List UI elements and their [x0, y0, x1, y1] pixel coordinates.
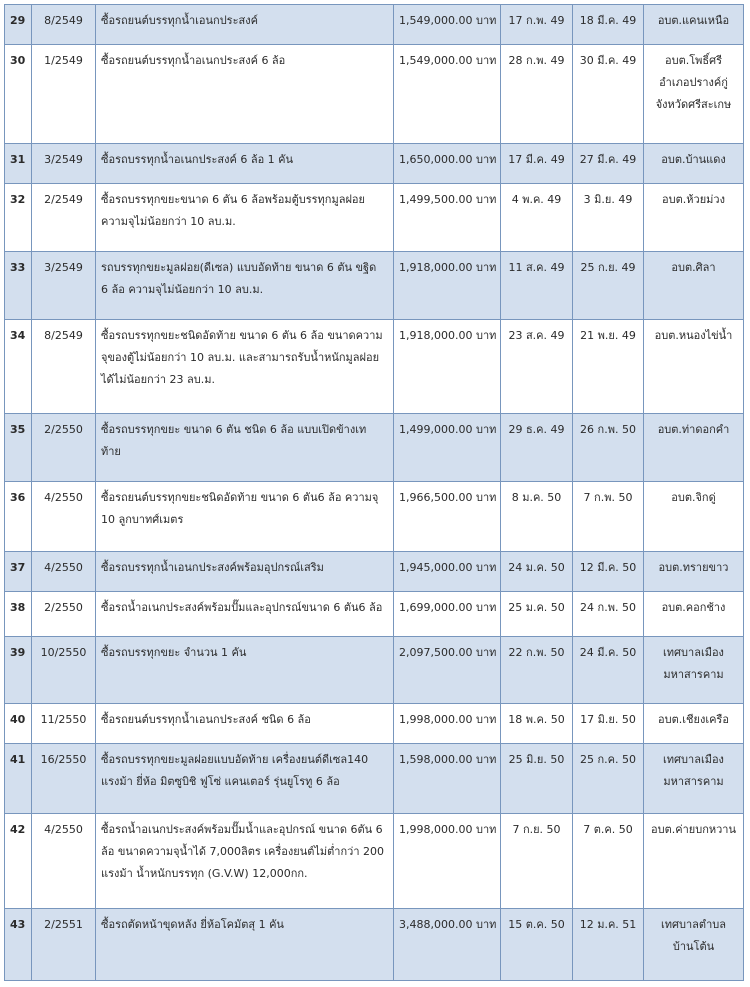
- amount-cell: 1,998,000.00 บาท: [394, 814, 501, 909]
- description-line: จุของตู้ไม่น้อยกว่า 10 ลบ.ม. และสามารถรับน้ำหนักมูลฝอย: [101, 351, 380, 364]
- agency-cell: [644, 414, 744, 482]
- description-line: ซื้อรถตัดหน้าขุดหลัง ยี่ห้อโคมัตสุ 1 คัน: [101, 918, 284, 931]
- description-line: ซื้อรถบรรทุกน้ำเอนกประสงค์พร้อมอุปกรณ์เสริม: [101, 561, 324, 574]
- description-cell: [96, 704, 394, 744]
- delivery-date-cell: 25 ก.ค. 50: [573, 744, 644, 814]
- agency-cell: [644, 909, 744, 981]
- agency-line: อบต.คอกช้าง: [661, 601, 726, 614]
- table-row: [5, 320, 744, 414]
- description-line: ซื้อรถน้ำอเนกประสงค์พร้อมปั๊มและอุปกรณ์ขนาด 6 ตัน6 ล้อ: [101, 601, 383, 614]
- sign-date-cell: 25 ม.ค. 50: [501, 592, 573, 637]
- row-number-cell: 42: [5, 814, 32, 909]
- amount-cell: 1,918,000.00 บาท: [394, 252, 501, 320]
- table-row: [5, 814, 744, 909]
- contract-number-cell: 4/2550: [32, 482, 96, 552]
- sign-date-cell: 24 ม.ค. 50: [501, 552, 573, 592]
- description-cell: [96, 144, 394, 184]
- agency-line: อบต.ทรายขาว: [658, 561, 729, 574]
- delivery-date-cell: 12 ม.ค. 51: [573, 909, 644, 981]
- description-line: 10 ลูกบาทศ์เมตร: [101, 513, 184, 526]
- delivery-date-cell: 24 มี.ค. 50: [573, 637, 644, 704]
- row-number-cell: 36: [5, 482, 32, 552]
- agency-line: มหาสารคาม: [663, 668, 724, 681]
- agency-line: อบต.โพธิ์ศรี: [665, 54, 722, 67]
- description-line: 6 ล้อ ความจุไม่น้อยกว่า 10 ลบ.ม.: [101, 283, 264, 296]
- row-number-cell: 40: [5, 704, 32, 744]
- agency-line: เทศบาลเมือง: [663, 646, 724, 659]
- agency-line: เทศบาลเมือง: [663, 753, 724, 766]
- delivery-date-cell: 26 ก.พ. 50: [573, 414, 644, 482]
- sign-date-cell: 17 มี.ค. 49: [501, 144, 573, 184]
- description-line: ซื้อรถบรรทุกขยะ จำนวน 1 คัน: [101, 646, 247, 659]
- sign-date-cell: 4 พ.ค. 49: [501, 184, 573, 252]
- table-row: [5, 637, 744, 704]
- delivery-date-cell: 18 มี.ค. 49: [573, 5, 644, 45]
- table-row: [5, 909, 744, 981]
- amount-cell: 1,549,000.00 บาท: [394, 45, 501, 144]
- sign-date-cell: 15 ต.ค. 50: [501, 909, 573, 981]
- delivery-date-cell: 3 มิ.ย. 49: [573, 184, 644, 252]
- contract-number-cell: 8/2549: [32, 5, 96, 45]
- agency-line: อบต.จิกดู่: [671, 491, 716, 504]
- contract-number-cell: 16/2550: [32, 744, 96, 814]
- sign-date-cell: 23 ส.ค. 49: [501, 320, 573, 414]
- delivery-date-cell: 12 มี.ค. 50: [573, 552, 644, 592]
- description-line: ซื้อรถบรรทุกขยะขนาด 6 ตัน 6 ล้อพร้อมตู้บรรทุกมูลฝอย: [101, 193, 365, 206]
- amount-cell: 1,598,000.00 บาท: [394, 744, 501, 814]
- table-row: [5, 184, 744, 252]
- contract-number-cell: 3/2549: [32, 144, 96, 184]
- sign-date-cell: 29 ธ.ค. 49: [501, 414, 573, 482]
- amount-cell: 1,998,000.00 บาท: [394, 704, 501, 744]
- sign-date-cell: 8 ม.ค. 50: [501, 482, 573, 552]
- agency-cell: [644, 5, 744, 45]
- row-number-cell: 32: [5, 184, 32, 252]
- delivery-date-cell: 25 ก.ย. 49: [573, 252, 644, 320]
- description-cell: [96, 909, 394, 981]
- row-number-cell: 31: [5, 144, 32, 184]
- contract-number-cell: 8/2549: [32, 320, 96, 414]
- agency-cell: [644, 184, 744, 252]
- table-body: [5, 5, 744, 981]
- sign-date-cell: 25 มิ.ย. 50: [501, 744, 573, 814]
- row-number-cell: 29: [5, 5, 32, 45]
- description-line: ล้อ ขนาดความจุน้ำได้ 7,000ลิตร เครื่องยนต์ไม่ต่ำกว่า 200: [101, 845, 384, 858]
- agency-line: อบต.ท่าดอกคำ: [657, 423, 730, 436]
- table-row: [5, 592, 744, 637]
- row-number-cell: 30: [5, 45, 32, 144]
- table-row: [5, 414, 744, 482]
- description-line: แรงม้า น้ำหนักบรรทุก (G.V.W) 12,000กก.: [101, 867, 308, 880]
- row-number-cell: 41: [5, 744, 32, 814]
- contract-number-cell: 2/2550: [32, 414, 96, 482]
- description-line: ซื้อรถบรรทุกน้ำอเนกประสงค์ 6 ล้อ 1 คัน: [101, 153, 294, 166]
- row-number-cell: 35: [5, 414, 32, 482]
- contract-number-cell: 10/2550: [32, 637, 96, 704]
- agency-cell: [644, 592, 744, 637]
- agency-cell: [644, 144, 744, 184]
- agency-line: อบต.ห้วยม่วง: [662, 193, 725, 206]
- agency-cell: [644, 637, 744, 704]
- contract-number-cell: 2/2549: [32, 184, 96, 252]
- agency-cell: [644, 552, 744, 592]
- row-number-cell: 37: [5, 552, 32, 592]
- table-row: [5, 144, 744, 184]
- amount-cell: 1,650,000.00 บาท: [394, 144, 501, 184]
- delivery-date-cell: 30 มี.ค. 49: [573, 45, 644, 144]
- description-cell: [96, 252, 394, 320]
- delivery-date-cell: 7 ก.พ. 50: [573, 482, 644, 552]
- contract-number-cell: 1/2549: [32, 45, 96, 144]
- agency-line: จังหวัดศรีสะเกษ: [655, 98, 732, 111]
- agency-cell: [644, 704, 744, 744]
- agency-line: อำเภอปรางค์กู่: [659, 76, 728, 89]
- description-cell: [96, 552, 394, 592]
- amount-cell: 1,918,000.00 บาท: [394, 320, 501, 414]
- agency-line: อบต.เชียงเครือ: [658, 713, 729, 726]
- description-cell: [96, 744, 394, 814]
- agency-line: อบต.แคนเหนือ: [657, 14, 730, 27]
- description-cell: [96, 637, 394, 704]
- delivery-date-cell: 21 พ.ย. 49: [573, 320, 644, 414]
- procurement-table: [4, 4, 744, 981]
- description-line: รถบรรทุกขยะมูลฝอย(ดีเซล) แบบอัดท้าย ขนาด 6 ตัน ขฐิด: [101, 261, 377, 274]
- description-cell: [96, 5, 394, 45]
- amount-cell: 3,488,000.00 บาท: [394, 909, 501, 981]
- agency-line: อบต.ศิลา: [671, 261, 716, 274]
- amount-cell: 1,966,500.00 บาท: [394, 482, 501, 552]
- description-line: ได้ไม่น้อยกว่า 23 ลบ.ม.: [101, 373, 216, 386]
- description-cell: [96, 814, 394, 909]
- description-line: ซื้อรถบรรทุกขยะมูลฝอยแบบอัดท้าย เครื่องยนต์ดีเซล140: [101, 753, 369, 766]
- table-row: [5, 552, 744, 592]
- description-line: ซื้อรถน้ำอเนกประสงค์พร้อมปั๊มน้ำและอุปกรณ์ ขนาด 6ตัน 6: [101, 823, 383, 836]
- table-row: [5, 744, 744, 814]
- description-line: ซื้อรถยนต์บรรทุกน้ำเอนกประสงค์: [101, 14, 258, 27]
- description-cell: [96, 592, 394, 637]
- description-cell: [96, 320, 394, 414]
- amount-cell: 2,097,500.00 บาท: [394, 637, 501, 704]
- agency-cell: [644, 814, 744, 909]
- description-line: ความจุไม่น้อยกว่า 10 ลบ.ม.: [101, 215, 236, 228]
- sign-date-cell: 28 ก.พ. 49: [501, 45, 573, 144]
- contract-number-cell: 2/2550: [32, 592, 96, 637]
- contract-number-cell: 4/2550: [32, 814, 96, 909]
- description-line: ซื้อรถยนต์บรรทุกขยะชนิดอัดท้าย ขนาด 6 ตัน6 ล้อ ความจุ: [101, 491, 379, 504]
- sign-date-cell: 11 ส.ค. 49: [501, 252, 573, 320]
- delivery-date-cell: 17 มิ.ย. 50: [573, 704, 644, 744]
- amount-cell: 1,499,500.00 บาท: [394, 184, 501, 252]
- description-cell: [96, 414, 394, 482]
- table-row: [5, 45, 744, 144]
- agency-cell: [644, 744, 744, 814]
- delivery-date-cell: 24 ก.พ. 50: [573, 592, 644, 637]
- row-number-cell: 33: [5, 252, 32, 320]
- table-row: [5, 482, 744, 552]
- delivery-date-cell: 27 มี.ค. 49: [573, 144, 644, 184]
- amount-cell: 1,699,000.00 บาท: [394, 592, 501, 637]
- sign-date-cell: 7 ก.ย. 50: [501, 814, 573, 909]
- amount-cell: 1,549,000.00 บาท: [394, 5, 501, 45]
- agency-cell: [644, 252, 744, 320]
- agency-line: มหาสารคาม: [663, 775, 724, 788]
- description-line: แรงม้า ยี่ห้อ มิตซูบิชิ ฟูโซ่ แคนเตอร์ รุ่นยูโรทู 6 ล้อ: [101, 775, 340, 788]
- contract-number-cell: 11/2550: [32, 704, 96, 744]
- agency-line: อบต.หนองไข่น้ำ: [654, 329, 733, 342]
- agency-line: อบต.ค่ายบกหวาน: [651, 823, 736, 836]
- description-line: ซื้อรถบรรทุกขยะชนิดอัดท้าย ขนาด 6 ตัน 6 ล้อ ขนาดความ: [101, 329, 383, 342]
- agency-line: อบต.บ้านแดง: [661, 153, 726, 166]
- agency-line: เทศบาลตำบล: [661, 918, 726, 931]
- row-number-cell: 39: [5, 637, 32, 704]
- description-line: ซื้อรถยนต์บรรทุกน้ำอเนกประสงค์ 6 ล้อ: [101, 54, 286, 67]
- description-cell: [96, 482, 394, 552]
- contract-number-cell: 3/2549: [32, 252, 96, 320]
- row-number-cell: 38: [5, 592, 32, 637]
- delivery-date-cell: 7 ต.ค. 50: [573, 814, 644, 909]
- contract-number-cell: 4/2550: [32, 552, 96, 592]
- description-line: ซื้อรถยนต์บรรทุกน้ำเอนกประสงค์ ชนิด 6 ล้อ: [101, 713, 311, 726]
- description-line: ท้าย: [101, 445, 121, 458]
- table-row: [5, 704, 744, 744]
- contract-number-cell: 2/2551: [32, 909, 96, 981]
- sign-date-cell: 22 ก.พ. 50: [501, 637, 573, 704]
- description-cell: [96, 184, 394, 252]
- agency-cell: [644, 45, 744, 144]
- sign-date-cell: 18 พ.ค. 50: [501, 704, 573, 744]
- table-row: [5, 5, 744, 45]
- agency-line: บ้านโต้น: [672, 940, 715, 953]
- description-cell: [96, 45, 394, 144]
- amount-cell: 1,945,000.00 บาท: [394, 552, 501, 592]
- row-number-cell: 34: [5, 320, 32, 414]
- table-row: [5, 252, 744, 320]
- agency-cell: [644, 482, 744, 552]
- row-number-cell: 43: [5, 909, 32, 981]
- agency-cell: [644, 320, 744, 414]
- amount-cell: 1,499,000.00 บาท: [394, 414, 501, 482]
- sign-date-cell: 17 ก.พ. 49: [501, 5, 573, 45]
- description-line: ซื้อรถบรรทุกขยะ ขนาด 6 ตัน ชนิด 6 ล้อ แบบเปิดข้างเท: [101, 423, 367, 436]
